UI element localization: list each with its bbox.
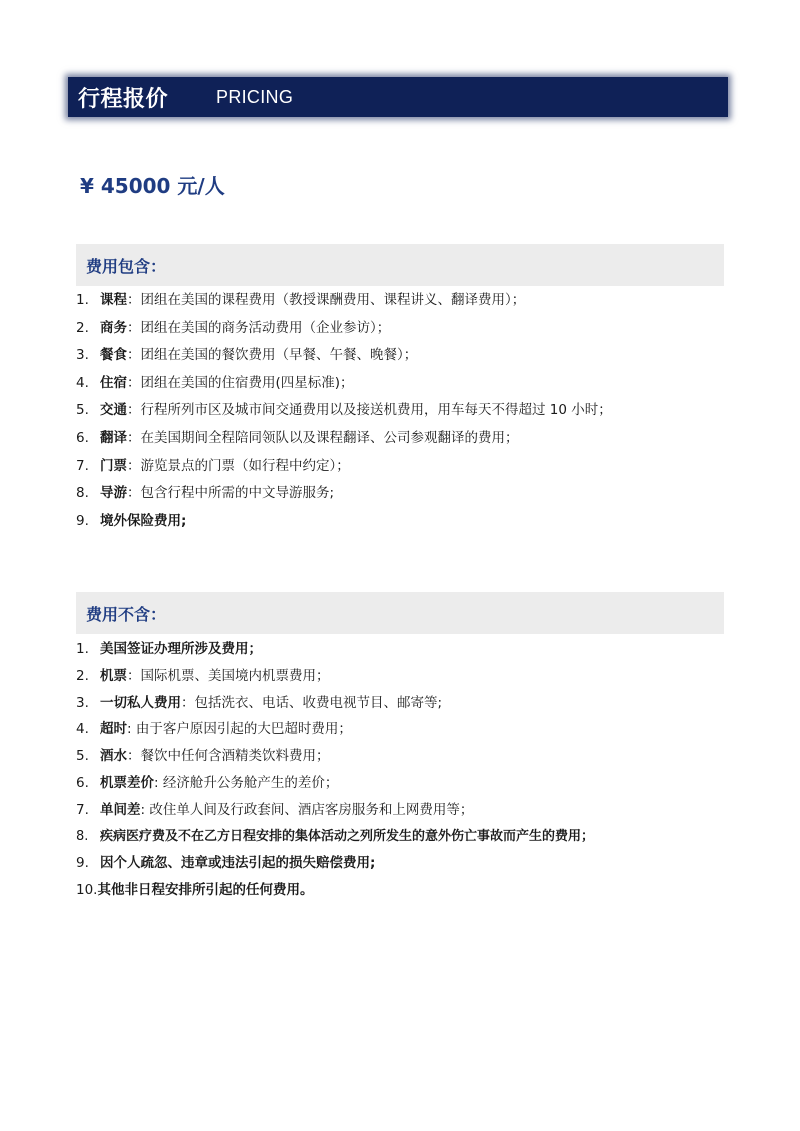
list-item: 8. 疾病医疗费及不在乙方日程安排的集体活动之列所发生的意外伤亡事故而产生的费用； bbox=[76, 828, 595, 844]
list-item: 6. 翻译：在美国期间全程陪同领队以及课程翻译、公司参观翻译的费用； bbox=[76, 429, 519, 446]
excluded-heading-box bbox=[76, 592, 724, 634]
price-label: ¥ 45000 元/人 bbox=[80, 174, 225, 198]
list-item: 9. 境外保险费用; bbox=[76, 512, 187, 529]
list-item: 2. 机票：国际机票、美国境内机票费用； bbox=[76, 667, 330, 684]
page-subtitle: PRICING bbox=[216, 86, 294, 107]
list-item: 1. 美国签证办理所涉及费用； bbox=[76, 641, 262, 657]
list-item: 9. 因个人疏忽、违章或违法引起的损失赔偿费用; bbox=[76, 855, 376, 872]
included-heading-box bbox=[76, 244, 724, 286]
included-heading: 费用包含： bbox=[86, 256, 167, 276]
section-header-bar bbox=[68, 77, 728, 117]
list-item: 8. 导游：包含行程中所需的中文导游服务; bbox=[76, 485, 335, 502]
list-item: 4. 住宿：团组在美国的住宿费用(四星标准)； bbox=[76, 374, 354, 391]
list-item: 5. 酒水：餐饮中任何含酒精类饮料费用； bbox=[76, 748, 330, 765]
page-title: 行程报价 bbox=[78, 86, 169, 112]
list-item: 6. 机票差价: 经济舱升公务舱产生的差价； bbox=[76, 774, 339, 791]
list-item: 3. 餐食：团组在美国的餐饮费用（早餐、午餐、晚餐）； bbox=[76, 347, 418, 364]
excluded-list bbox=[76, 636, 736, 904]
excluded-heading: 费用不含： bbox=[86, 604, 167, 624]
list-item: 10.其他非日程安排所引起的任何费用。 bbox=[76, 882, 314, 899]
list-item: 3. 一切私人费用：包括洗衣、电话、收费电视节目、邮寄等; bbox=[76, 694, 443, 711]
included-list bbox=[76, 287, 736, 535]
list-item: 7. 单间差: 改住单人间及行政套间、酒店客房服务和上网费用等； bbox=[76, 801, 474, 818]
list-item: 7. 门票：游览景点的门票（如行程中约定）； bbox=[76, 457, 350, 474]
list-item: 2. 商务：团组在美国的商务活动费用（企业参访）； bbox=[76, 319, 391, 336]
list-item: 5. 交通：行程所列市区及城市间交通费用以及接送机费用，用车每天不得超过 10 小时； bbox=[76, 402, 612, 419]
list-item: 1. 课程：团组在美国的课程费用（教授课酬费用、课程讲义、翻译费用）； bbox=[76, 292, 526, 308]
list-item: 4. 超时: 由于客户原因引起的大巴超时费用； bbox=[76, 721, 352, 738]
